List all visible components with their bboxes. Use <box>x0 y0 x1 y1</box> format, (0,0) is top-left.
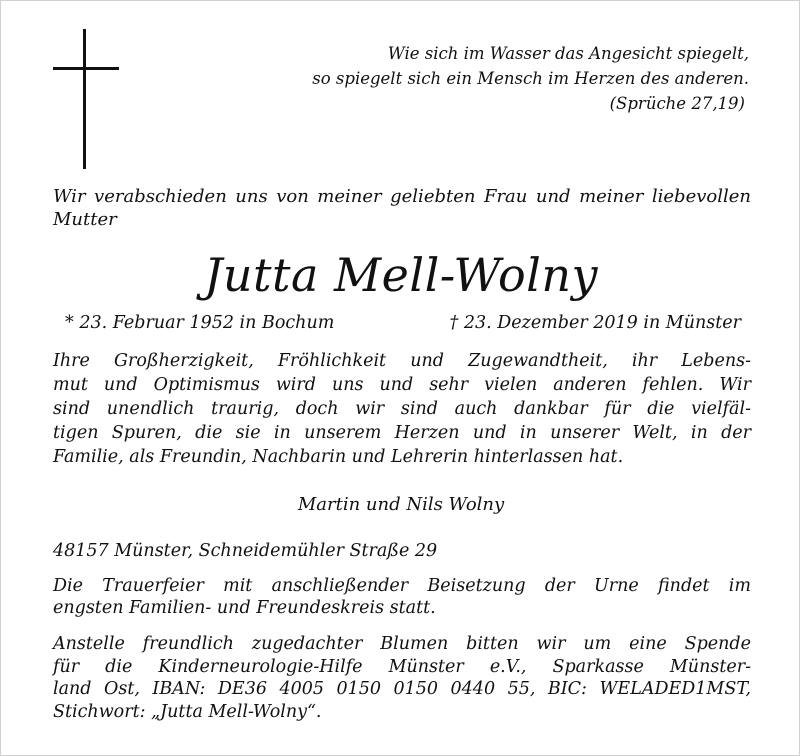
tribute-line: mut und Optimismus wird uns und sehr vielen anderen fehlen. Wir <box>53 375 751 395</box>
verse-line: Wie sich im Wasser das Angesicht spiegelt, <box>387 44 749 63</box>
address: 48157 Münster, Schneidemühler Straße 29 <box>53 541 438 561</box>
verse-line: so spiegelt sich ein Mensch im Herzen des anderen. <box>312 69 749 88</box>
tribute-line: Familie, als Freundin, Nachbarin und Lehrerin hinterlassen hat. <box>53 447 624 467</box>
tribute-line: Ihre Großherzigkeit, Fröhlichkeit und Zugewandtheit, ihr Lebens- <box>53 351 751 371</box>
verse-reference: (Sprüche 27,19) <box>609 94 745 113</box>
donation-line: land Ost, IBAN: DE36 4005 0150 0150 0440 55, BIC: WELADED1MST, <box>53 679 751 699</box>
donation-line: Stichwort: „Jutta Mell-Wolny“. <box>53 701 322 722</box>
funeral-info <box>53 575 751 619</box>
birth-date: * 23. Februar 1952 in Bochum <box>65 313 335 333</box>
cross-icon <box>53 29 119 169</box>
deceased-name: Jutta Mell-Wolny <box>203 248 599 302</box>
tribute-paragraph <box>53 349 751 469</box>
death-date: † 23. Dezember 2019 in Münster <box>449 313 741 333</box>
donation-line: Anstelle freundlich zugedachter Blumen bitten wir um eine Spende <box>53 634 751 654</box>
funeral-line: Die Trauerfeier mit anschließender Beisetzung der Urne findet im <box>53 576 751 596</box>
signers: Martin und Nils Wolny <box>297 494 505 515</box>
funeral-line: engsten Familien- und Freundeskreis statt. <box>53 598 436 618</box>
bible-verse <box>149 41 749 116</box>
donation-line: für die Kinderneurologie-Hilfe Münster e.V., Sparkasse Münster- <box>53 656 751 677</box>
donation-info <box>53 633 751 723</box>
tribute-line: sind unendlich traurig, doch wir sind auch dankbar für die vielfäl- <box>53 399 751 419</box>
tribute-line: tigen Spuren, die sie in unserem Herzen und in unserer Welt, in der <box>53 423 751 443</box>
intro-text: Wir verabschieden uns von meiner geliebten Frau und meiner liebevollen Mutter <box>53 186 751 230</box>
